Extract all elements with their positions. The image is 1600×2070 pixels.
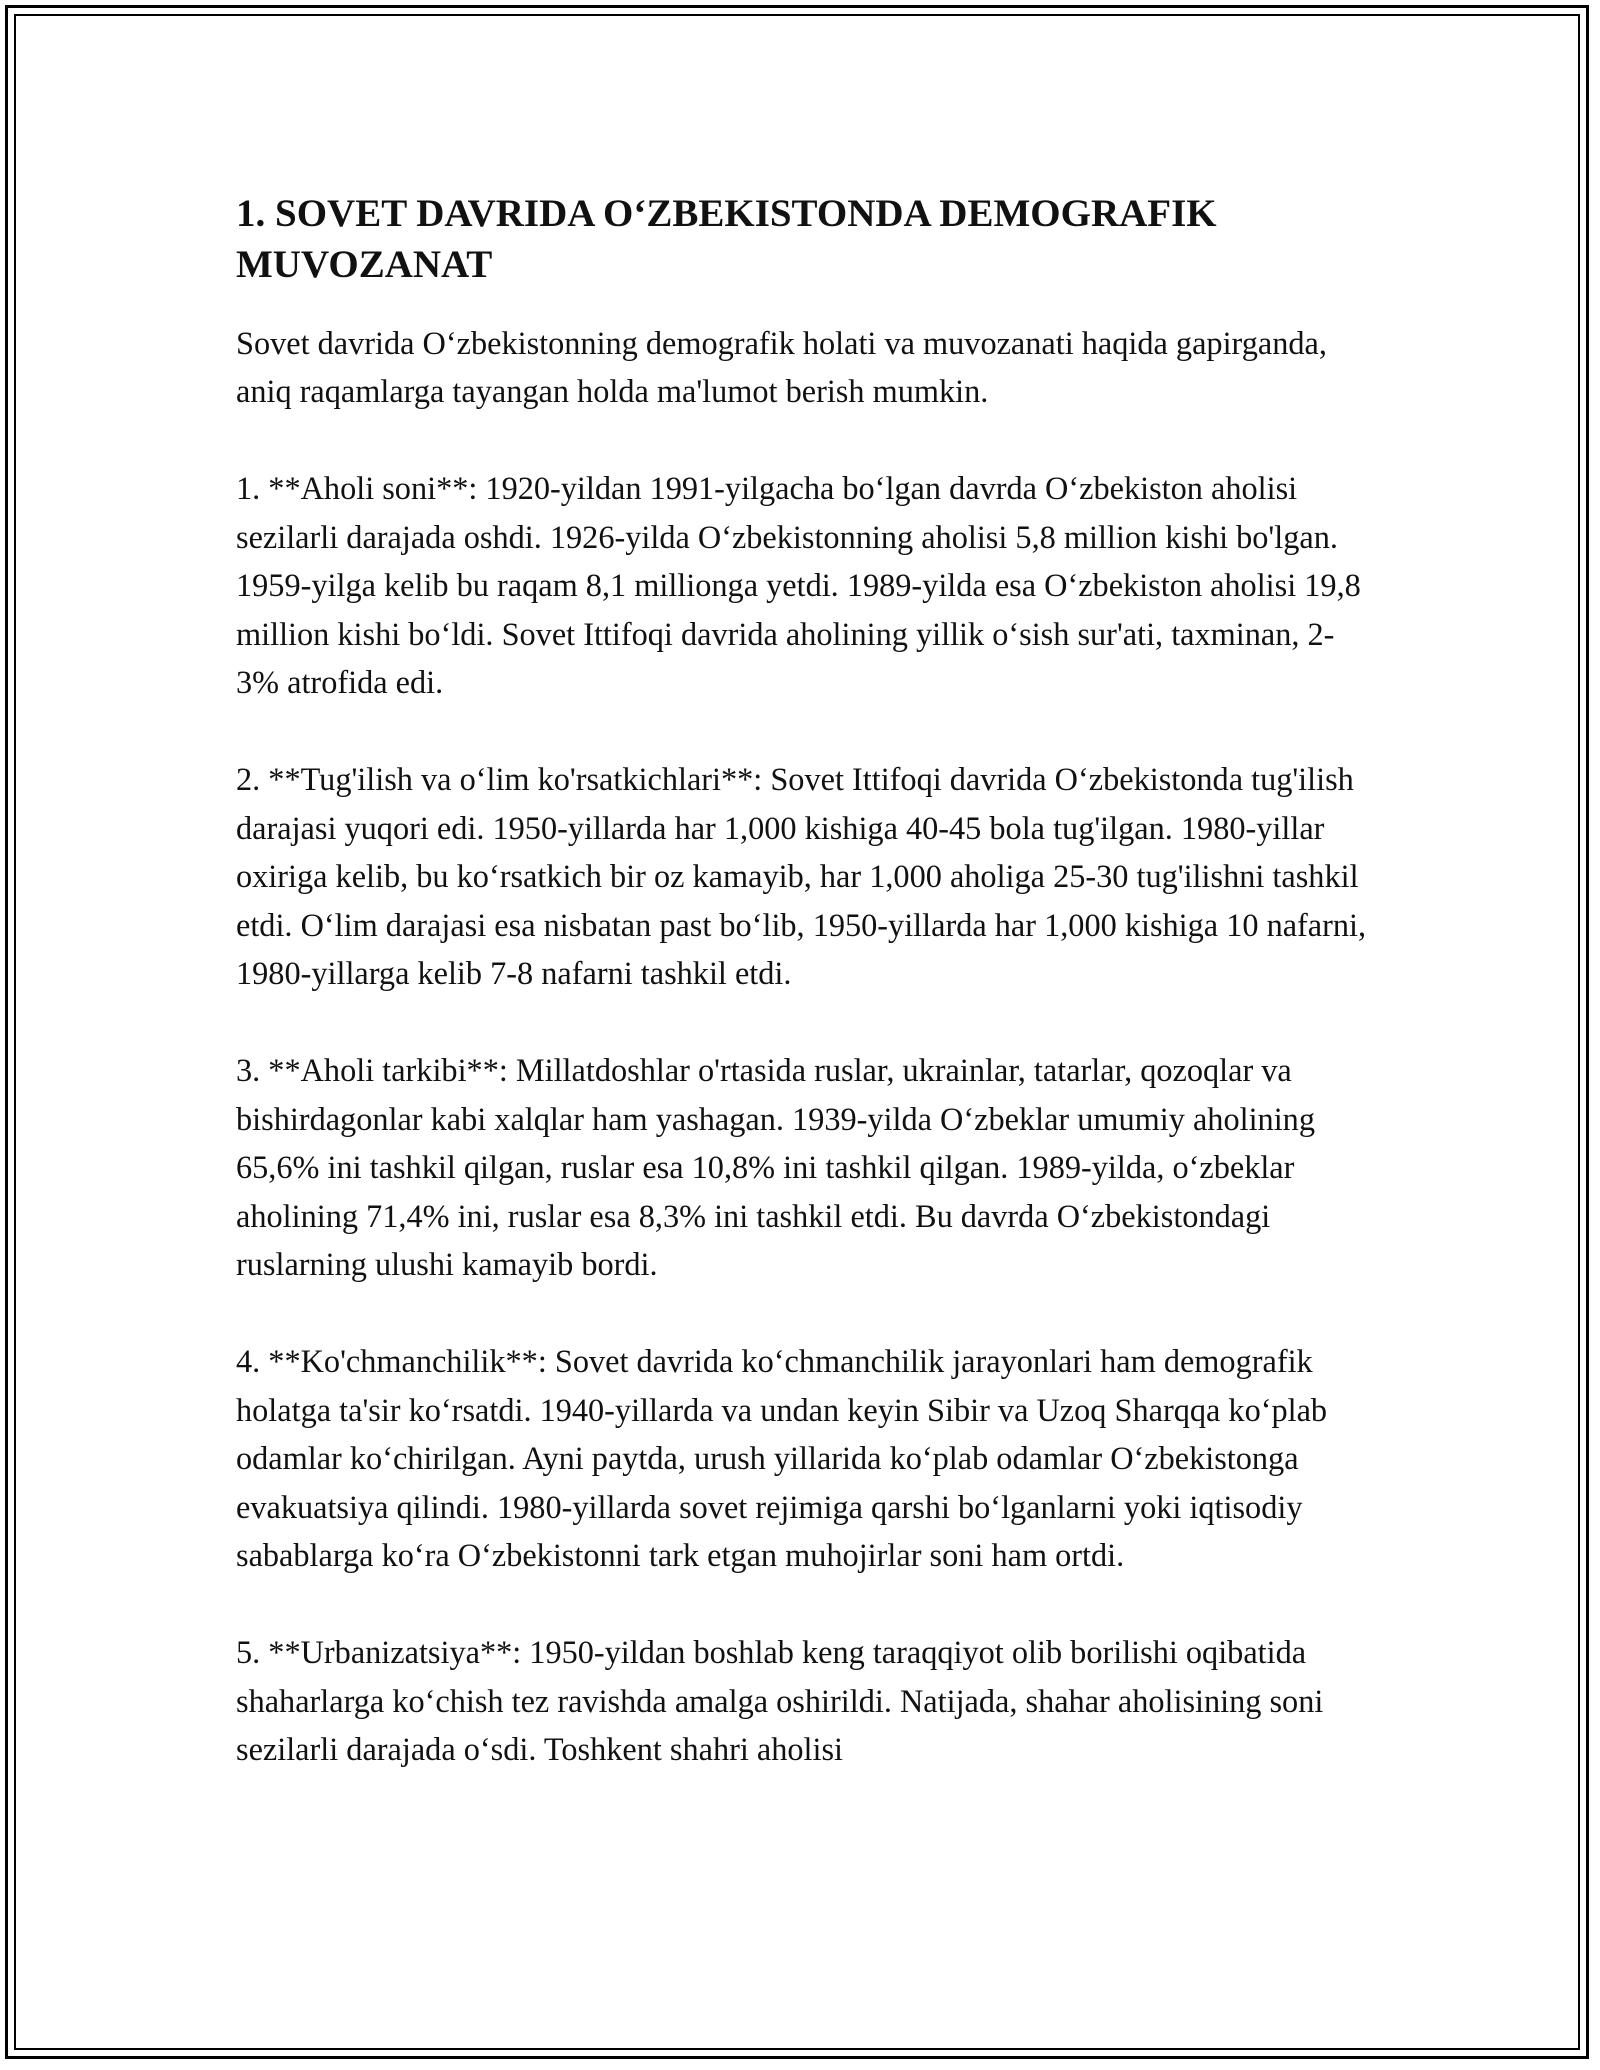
paragraph-kochmanchilik: 4. **Ko'chmanchilik**: Sovet davrida ko‘chmanchilik jarayonlari ham demografik holatga ta'sir ko‘rsatdi. 1940-yillarda va undan keyin Sibir va Uzoq Sharqqa ko‘plab odamlar ko‘chirilgan. Ayni paytda, urush yillarida ko‘plab odamlar O‘zbekistonga evakuatsiya qilindi. 1980-yillarda sovet rejimiga qarshi bo‘lganlarni yoki iqtisodiy sabablarga ko‘ra O‘zbekistonni tark etgan muhojirlar soni ham ortdi. xyxy=(236,1343,1328,1574)
paragraph-intro: Sovet davrida O‘zbekistonning demografik holati va muvozanati haqida gapirganda, aniq raqamlarga tayangan holda ma'lumot berish mumkin. xyxy=(236,324,1327,410)
paragraph-aholi-tarkibi: 3. **Aholi tarkibi**: Millatdoshlar o'rtasida ruslar, ukrainlar, tatarlar, qozoqlar va bishirdagonlar kabi xalqlar ham yashagan. 1939-yilda O‘zbeklar umumiy aholining 65,6% ini tashkil qilgan, ruslar esa 10,8% ini tashkil qilgan. 1989-yilda, o‘zbeklar aholining 71,4% ini, ruslar esa 8,3% ini tashkil etdi. Bu davrda O‘zbekistondagi ruslarning ulushi kamayib bordi. xyxy=(236,1052,1315,1283)
paragraph-tugilish-olim: 2. **Tug'ilish va o‘lim ko'rsatkichlari**: Sovet Ittifoqi davrida O‘zbekistonda tug'ilish darajasi yuqori edi. 1950-yillarda har 1,000 kishiga 40-45 bola tug'ilgan. 1980-yillar oxiriga kelib, bu ko‘rsatkich bir oz kamayib, har 1,000 aholiga 25-30 tug'ilishni tashkil etdi. O‘lim darajasi esa nisbatan past bo‘lib, 1950-yillarda har 1,000 kishiga 10 nafarni, 1980-yillarga kelib 7-8 nafarni tashkil etdi. xyxy=(236,761,1367,992)
paragraph-urbanizatsiya: 5. **Urbanizatsiya**: 1950-yildan boshlab keng taraqqiyot olib borilishi oqibatida shaharlarga ko‘chish tez ravishda amalga oshirildi. Natijada, shahar aholisining soni sezilarli darajada o‘sdi. Toshkent shahri aholisi xyxy=(236,1634,1324,1768)
paragraph-aholi-soni: 1. **Aholi soni**: 1920-yildan 1991-yilgacha bo‘lgan davrda O‘zbekiston aholisi sezilarli darajada oshdi. 1926-yilda O‘zbekistonning aholisi 5,8 million kishi bo'lgan. 1959-yilga kelib bu raqam 8,1 millionga yetdi. 1989-yilda esa O‘zbekiston aholisi 19,8 million kishi bo‘ldi. Sovet Ittifoqi davrida aholining yillik o‘sish sur'ati, taxminan, 2-3% atrofida edi. xyxy=(236,470,1361,701)
document-body xyxy=(236,188,1376,1822)
document-title: 1. SOVET DAVRIDA O‘ZBEKISTONDA DEMOGRAFIK MUVOZANAT xyxy=(236,192,1217,287)
